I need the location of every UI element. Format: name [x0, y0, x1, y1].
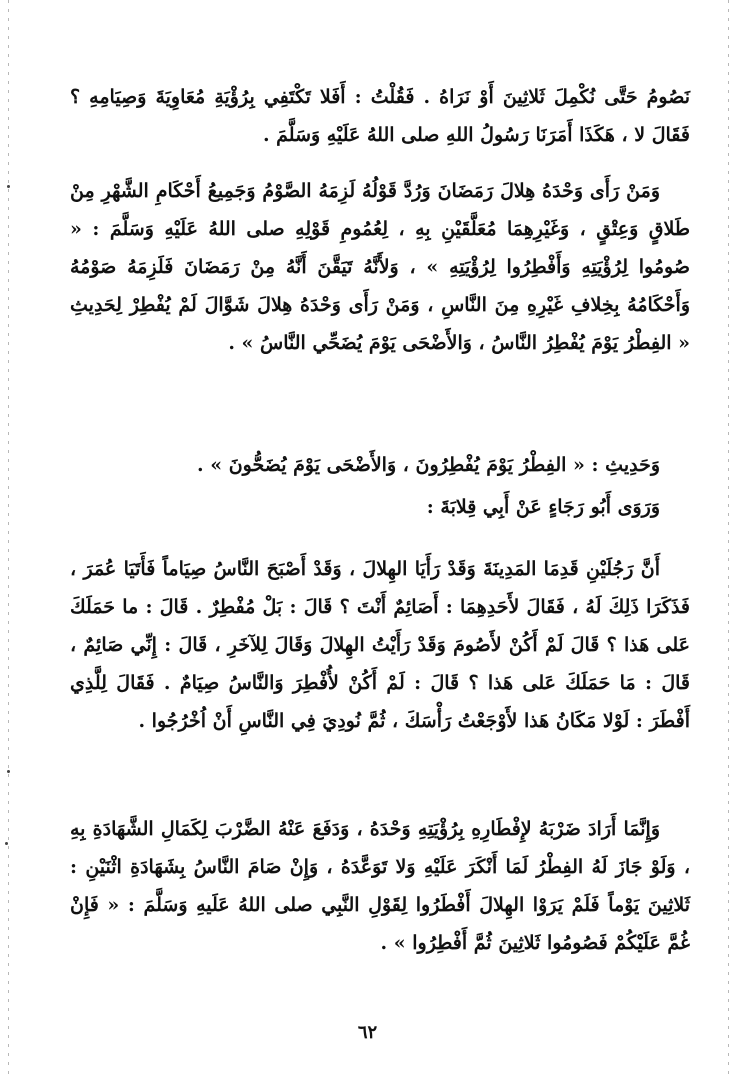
margin-speck	[7, 185, 10, 188]
right-margin-dotted-line	[728, 0, 729, 1080]
paragraph-6: وَإِنَّمَا أَرَادَ ضَرْبَهُ لإِفْطَارِهِ بِرُؤْيَتِهِ وَحْدَهُ ، وَدَفَعَ عَنْهُ الضَّرْبَ لِكَمَالِ الشَّهَادَةِ بِهِ ، وَلَوْ جَازَ لَهُ الفِطْرُ لَمَا أَنْكَرَ عَلَيْهِ وَلا تَوَعَّدَهُ ، وَإِنْ صَامَ النَّاسُ بِشَهَادَةِ اثْنَيْنِ : ثَلاثِينَ يَوْماً فَلَمْ يَرَوْا الهِلالَ أَفْطَرُوا لِقَوْلِ النَّبِي صلى اللهُ عَلَيهِ وَسَلَّمَ : « فَإِنْ غُمَّ عَلَيْكُمْ فَصُومُوا ثَلاثِينَ ثُمَّ أَفْطِرُوا » .	[70, 818, 690, 954]
page-number: ٦٢	[357, 1022, 378, 1043]
margin-speck	[5, 842, 8, 845]
paragraph-1: نَصُومُ حَتَّى نُكْمِلَ ثَلاثِينَ أَوْ نَرَاهُ . فَقُلْتُ : أَفَلا تَكْتَفِي بِرُؤْيَةِ مُعَاوِيَةَ وَصِيَامِهِ ؟ فَقَالَ لا ، هَكَذَا أَمَرَنَا رَسُولُ اللهِ صلى اللهُ عَلَيْهِ وَسَلَّمَ .	[70, 86, 690, 146]
left-margin-dotted-line	[8, 0, 9, 1080]
paragraph-2: وَمَنْ رَأَى وَحْدَهُ هِلالَ رَمَضَانَ وَرُدَّ قَوْلُهُ لَزِمَهُ الصَّوْمُ وَجَمِيعُ أَحْكَامِ الشَّهْرِ مِنْ طَلاقٍ وَعِتْقٍ ، وَغَيْرِهِمَا مُعَلَّقَيْنِ بِهِ ، لِعُمُومِ قَوْلِهِ صلى اللهُ عَلَيْهِ وَسَلَّمَ : « صُومُوا لِرُؤْيَتِهِ وَأَفْطِرُوا لِرُؤْيَتِهِ » ، وَلأَنَّهُ تَيَقَّنَ أَنَّهُ مِنْ رَمَضَانَ فَلَزِمَهُ صَوْمُهُ وَأَحْكَامُهُ بِخِلافِ غَيْرِهِ مِنَ النَّاسِ ، وَمَنْ رَأَى وَحْدَهُ هِلالَ شَوَّالَ لَمْ يُفْطِرْ لِحَدِيثِ « الفِطْرُ يَوْمَ يُفْطِرُ النَّاسُ ، وَالأَضْحَى يَوْمَ يُضَحِّي النَّاسُ » .	[70, 180, 690, 354]
paragraph-hadith-quote: وَحَدِيثِ : « الفِطْرُ يَوْمَ يُفْطِرُونَ ، وَالأَضْحَى يَوْمَ يُضَحُّونَ » .	[196, 454, 660, 476]
paragraph-narration: أَنَّ رَجُلَيْنِ قَدِمَا المَدِينَةَ وَقَدْ رَأَيَا الهِلالَ ، وَقَدْ أَصْبَحَ النَّاسُ صِيَاماً فَأَتَيَا عُمَرَ ، فَذَكَرَا ذَلِكَ لَهُ ، فَقَالَ لأَحَدِهِمَا : أَصَائِمٌ أَنْتَ ؟ قَالَ : بَلْ مُفْطِرٌ . قَالَ : ما حَمَلَكَ عَلى هَذا ؟ قَالَ لَمْ أَكُنْ لأَصُومَ وَقَدْ رَأَيْتُ الهِلالَ وَقَالَ لِلآخَرِ ، قَالَ : إِنِّي صَائِمٌ ، قَالَ : مَا حَمَلَكَ عَلى هَذا ؟ قَالَ : لَمْ أَكُنْ لأُفْطِرَ وَالنَّاسُ صِيَامٌ . فَقَالَ لِلَّذِي أَفْطَرَ : لَوْلا مَكَانُ هَذا لأَوْجَعْتُ رَأْسَكَ ، ثُمَّ نُودِيَ فِي النَّاسِ أَنْ اُخْرُجُوا .	[70, 558, 690, 732]
paragraph-narration-intro: وَرَوَى أَبُو رَجَاءٍ عَنْ أَبِي قِلابَةَ :	[426, 496, 660, 518]
margin-speck	[7, 770, 10, 773]
